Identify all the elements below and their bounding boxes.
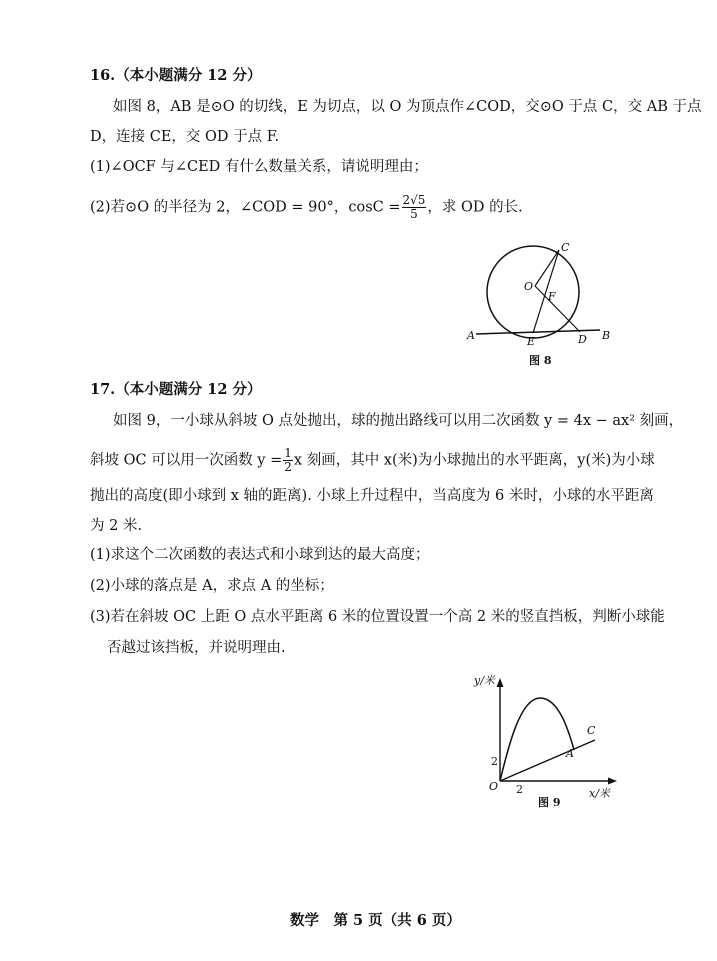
figure-8 xyxy=(460,238,620,373)
q17-slope-fraction xyxy=(283,447,293,474)
slope-oc xyxy=(500,740,595,781)
q17-paragraph-4: 为 2 米. xyxy=(90,518,143,534)
q17-paragraph-3: 抛出的高度(即小球到 x 轴的距离). 小球上升过程中，当高度为 6 米时，小球的水平距离 xyxy=(90,488,654,504)
label-c: C xyxy=(587,724,596,737)
q17-fraction-numerator: 1 xyxy=(284,446,292,460)
q17-part-2: (2)小球的落点是 A，求点 A 的坐标； xyxy=(90,578,334,594)
y-axis-label: y/米 xyxy=(474,674,495,687)
q16-part-2-post: ，求 OD 的长. xyxy=(427,199,523,216)
ball-trajectory xyxy=(500,698,574,781)
q16-paragraph-2: D，连接 CE，交 OD 于点 F. xyxy=(90,129,280,145)
q17-paragraph-2-pre: 斜坡 OC 可以用一次函数 y = xyxy=(90,452,283,469)
q17-paragraph-2-post: x 刻画，其中 x(米)为小球抛出的水平距离，y(米)为小球 xyxy=(293,452,655,469)
q17-part-3a: (3)若在斜坡 OC 上距 O 点水平距离 6 米的位置设置一个高 2 米的竖直挡板，判断小球能 xyxy=(90,609,665,625)
q16-part-2 xyxy=(90,194,523,221)
label-a: A xyxy=(566,747,574,760)
label-e: E xyxy=(527,335,536,348)
label-f: F xyxy=(548,290,556,303)
label-a: A xyxy=(467,329,475,342)
q16-paragraph-1: 如图 8，AB 是⊙O 的切线，E 为切点，以 O 为顶点作∠COD，交⊙O 于点 C，交 AB 于点 xyxy=(113,99,702,115)
x-tick-label: 2 xyxy=(516,783,523,796)
x-axis-label: x/米 xyxy=(589,787,610,800)
q17-fraction-denominator: 2 xyxy=(284,460,292,474)
label-c: C xyxy=(561,241,570,254)
segment-oc xyxy=(535,250,559,286)
segment-od xyxy=(535,286,580,332)
figure-9 xyxy=(470,668,630,818)
q16-header: 16.（本小题满分 12 分） xyxy=(90,67,262,84)
label-o: O xyxy=(524,280,534,293)
figure-9-caption: 图 9 xyxy=(538,796,561,809)
q16-part-1: (1)∠OCF 与∠CED 有什么数量关系，请说明理由； xyxy=(90,159,428,175)
q17-header: 17.（本小题满分 12 分） xyxy=(90,381,262,398)
q17-part-1: (1)求这个二次函数的表达式和小球到达的最大高度； xyxy=(90,547,430,563)
page-footer: 数学 第 5 页（共 6 页） xyxy=(290,912,461,929)
q17-paragraph-1: 如图 9，一小球从斜坡 O 点处抛出，球的抛出路线可以用二次函数 y = 4x − ax² 刻画， xyxy=(113,413,684,429)
origin-label: O xyxy=(489,780,499,793)
label-b: B xyxy=(602,329,611,342)
q16-fraction-denominator: 5 xyxy=(410,207,418,221)
q16-cos-fraction xyxy=(402,194,427,221)
q16-fraction-numerator: 2√5 xyxy=(402,193,426,207)
y-axis-arrow xyxy=(497,678,504,687)
q16-part-2-pre: (2)若⊙O 的半径为 2，∠COD = 90°，cosC = xyxy=(90,199,401,216)
label-d: D xyxy=(578,333,587,346)
x-axis-arrow xyxy=(608,778,617,785)
q17-part-3b: 否越过该挡板，并说明理由. xyxy=(107,640,286,656)
y-tick-label: 2 xyxy=(491,755,498,768)
figure-8-caption: 图 8 xyxy=(529,354,552,367)
q17-paragraph-2 xyxy=(90,447,655,474)
